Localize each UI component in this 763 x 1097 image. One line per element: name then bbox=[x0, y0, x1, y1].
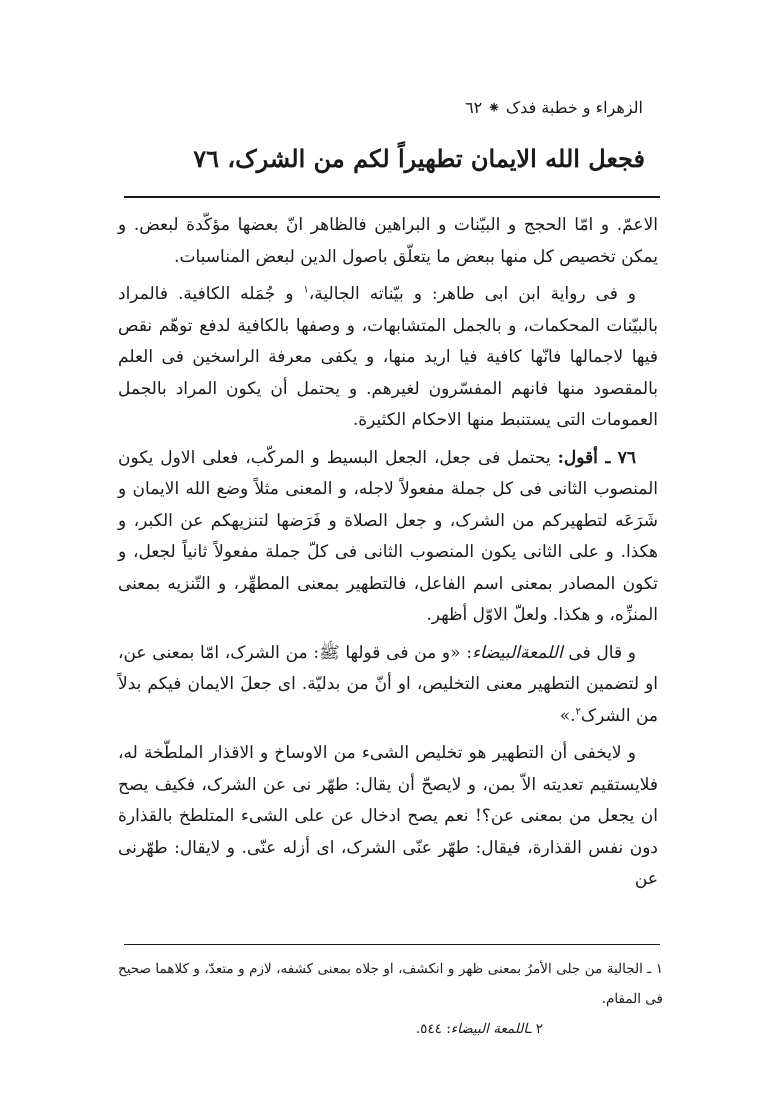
title-divider bbox=[124, 196, 660, 198]
paragraph-4-text-a: و قال فی bbox=[562, 642, 636, 663]
paragraph-3-text: یحتمل فی جعل، الجعل البسیط و المرکّب، فعلی الاول یکون المنصوب الثانی فی کل جملة مفعولاً لاجله، و المعنی مثلاً وضع الله الایمان و شَرَعَه لتطهیرکم من الشرک، و جعل الصلاة و فَرَضها لتنزیهکم عن الکبر، و هکذا. و علی الثانی یکون المنصوب الثانی فی کلّ جملة مفعولاً ثانیاً لجعل، و تکون المصادر بمعنی اسم الفاعل، فالتطهیر بمعنی المطهِّر، و التّنزیه بمعنی المنزِّه، و هکذا. ولعلّ الاوّل أظهر. bbox=[118, 447, 658, 625]
footnote-2-book: اللمعة البیضاء bbox=[450, 1021, 528, 1037]
footnotes bbox=[118, 954, 663, 1044]
footnote-ref-1[interactable]: ١ bbox=[303, 284, 309, 296]
footnote-2-page: : ٥٤٤. bbox=[415, 1021, 451, 1037]
paragraph-5: و لایخفی أن التطهیر هو تخلیص الشیء من الاوساخ و الاقذار الملطّخة له، فلایستقیم تعدیته الاّ بمن، و لایصحّ أن یقال: طهّر نی عن الشرک، فکیف یصح ان یجعل من بمعنی عن؟! نعم یصح ادخال عن علی الشیء المتلطخ بالقذارة دون نفس القذارة، فیقال: طهّر عنّی الشرک، ای أزله عنّی. و لایقال: طهّرنی عن bbox=[118, 743, 658, 889]
footnote-1: ١ ـ الجالیة من جلی الأمرُ بمعنی ظهر و انکشف، او جلاه بمعنی کشفه، لازم و متعدّ، و کلاهما صحیح فی المقام. bbox=[118, 961, 663, 1007]
footnote-2 bbox=[118, 1014, 663, 1044]
paragraph-4-text-c: .» bbox=[559, 705, 576, 726]
paragraph-1: الاعمّ. و امّا الحجج و البیّنات و البراهین فالظاهر انّ بعضها مؤکّدة لبعض. و یمکن تخصیص کل منها ببعض ما یتعلّق باصول الدین لبعض المناسبات. bbox=[118, 215, 658, 267]
paragraph-3 bbox=[118, 443, 658, 632]
paragraph-4-text-b: : «و من فی قولها ﷺ: من الشرک، امّا بمعنی عن، او لتضمین التطهیر معنی التخلیص، او أنّ من بدلیّة. ای جعلَ الایمان فیکم بدلاً من الشرک bbox=[118, 642, 658, 726]
note-heading: ٧٦ ـ أقول: bbox=[557, 447, 637, 468]
book-title: اللمعةالبیضاء bbox=[471, 642, 563, 663]
paragraph-2-text-b: و جُمَله الکافیة. فالمراد بالبیّنات المحکمات، و بالجمل المتشابهات، و وصفها بالکافیة لدفع توهّم نقص فیها لاجمالها فانّها کافیة فیا ارید منها، و یکفی معرفة الراسخین فی العلم بالمقصود منها فانهم المفسّرون لغیرهم. و یحتمل أن یکون المراد بالجمل العمومات التی یستنبط منها الاحکام الکثیرة. bbox=[118, 284, 658, 430]
paragraph-2-text-a: و فی روایة ابن ابی طاهر: و بیّناته الجالیة، bbox=[308, 284, 637, 304]
paragraph-4 bbox=[118, 638, 658, 733]
paragraph-2 bbox=[118, 279, 658, 437]
footnote-divider bbox=[124, 944, 660, 945]
footnote-2-number: ٢ ـ bbox=[527, 1021, 543, 1037]
running-header: الزهراء و خطبة فدک ⁕ ٦٢ bbox=[465, 98, 643, 117]
section-title: فجعل الله الایمان تطهیراً لکم من الشرک، ٧٦ bbox=[193, 144, 645, 173]
footnote-ref-2[interactable]: ٢ bbox=[575, 705, 581, 717]
body-text bbox=[118, 210, 658, 902]
